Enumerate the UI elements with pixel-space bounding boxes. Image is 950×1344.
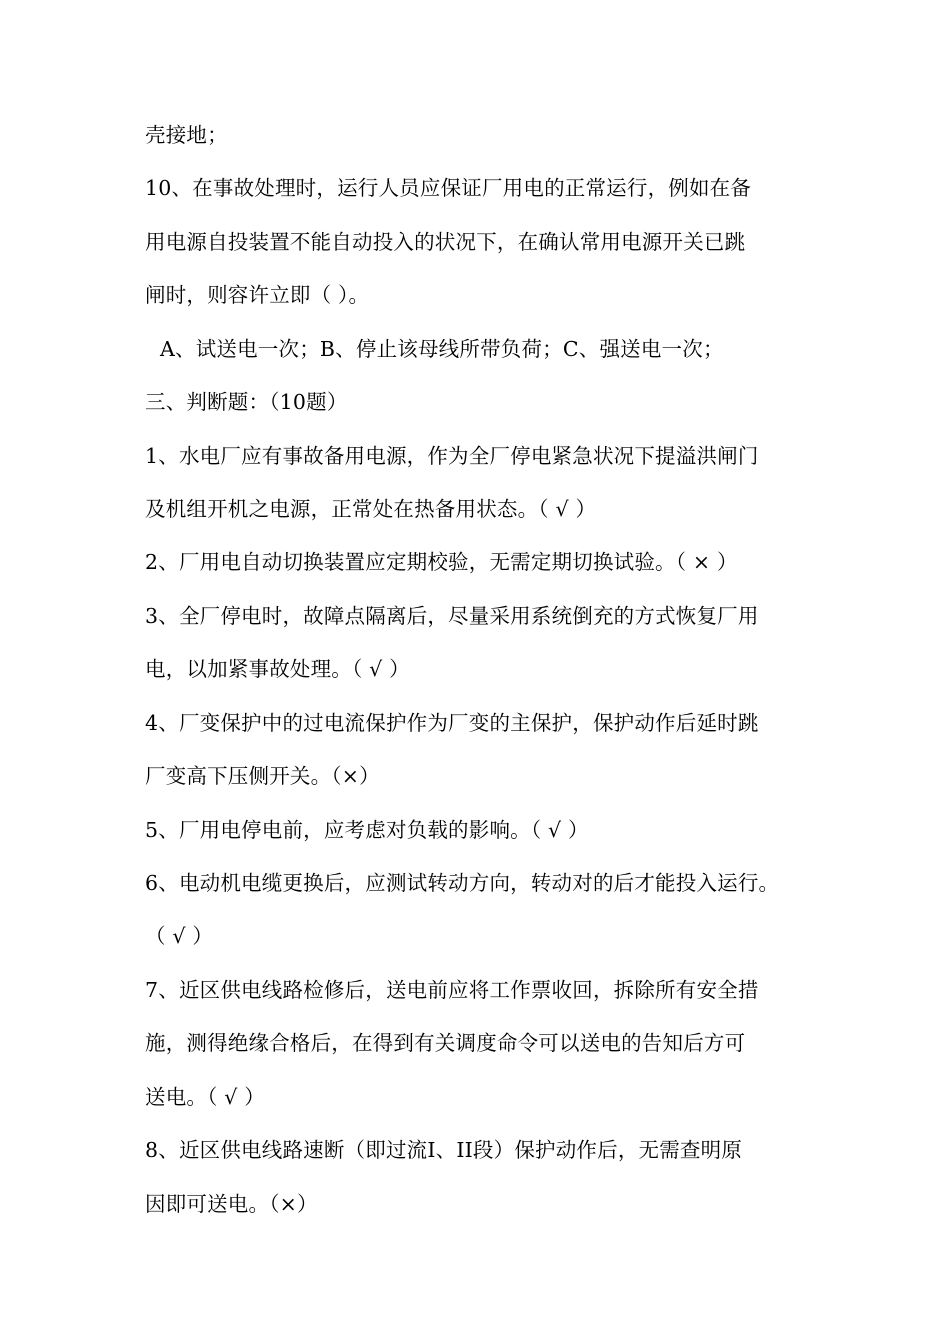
text-line-1: 壳接地； (145, 123, 228, 147)
text-line-14: 5、厂用电停电前，应考虑对负载的影响。（ √ ） (145, 818, 589, 842)
text-line-20: 8、近区供电线路速断（即过流I、II段）保护动作后，无需查明原 (145, 1138, 743, 1162)
text-line-16: （ √ ） (145, 924, 214, 948)
text-line-4: 闸时，则容许立即（ ）。 (145, 283, 370, 307)
text-line-3: 用电源自投装置不能自动投入的状况下，在确认常用电源开关已跳 (145, 230, 746, 254)
text-line-19: 送电。（ √ ） (145, 1085, 265, 1109)
text-line-7: 1、水电厂应有事故备用电源，作为全厂停电紧急状况下提溢洪闸门 (145, 444, 759, 468)
text-line-13: 厂变高下压侧开关。（×） (145, 764, 380, 788)
text-line-17: 7、近区供电线路检修后，送电前应将工作票收回，拆除所有安全措 (145, 978, 759, 1002)
text-line-18: 施，测得绝缘合格后，在得到有关调度命令可以送电的告知后方可 (145, 1031, 746, 1055)
answer-options-line: A、试送电一次；B、停止该母线所带负荷；C、强送电一次； (160, 337, 724, 361)
section-heading: 三、判断题：（10题） (145, 390, 348, 414)
text-line-21: 因即可送电。（×） (145, 1192, 318, 1216)
text-line-10: 3、全厂停电时，故障点隔离后，尽量采用系统倒充的方式恢复厂用 (145, 604, 759, 628)
text-line-8: 及机组开机之电源，正常处在热备用状态。（ √ ） (145, 497, 597, 521)
text-line-15: 6、电动机电缆更换后，应测试转动方向，转动对的后才能投入运行。 (145, 871, 780, 895)
text-line-12: 4、厂变保护中的过电流保护作为厂变的主保护，保护动作后延时跳 (145, 711, 759, 735)
text-line-2: 10、在事故处理时，运行人员应保证厂用电的正常运行，例如在备 (145, 176, 752, 200)
text-line-11: 电，以加紧事故处理。（ √ ） (145, 657, 410, 681)
text-line-9: 2、厂用电自动切换装置应定期校验，无需定期切换试验。（ × ） (145, 550, 738, 574)
